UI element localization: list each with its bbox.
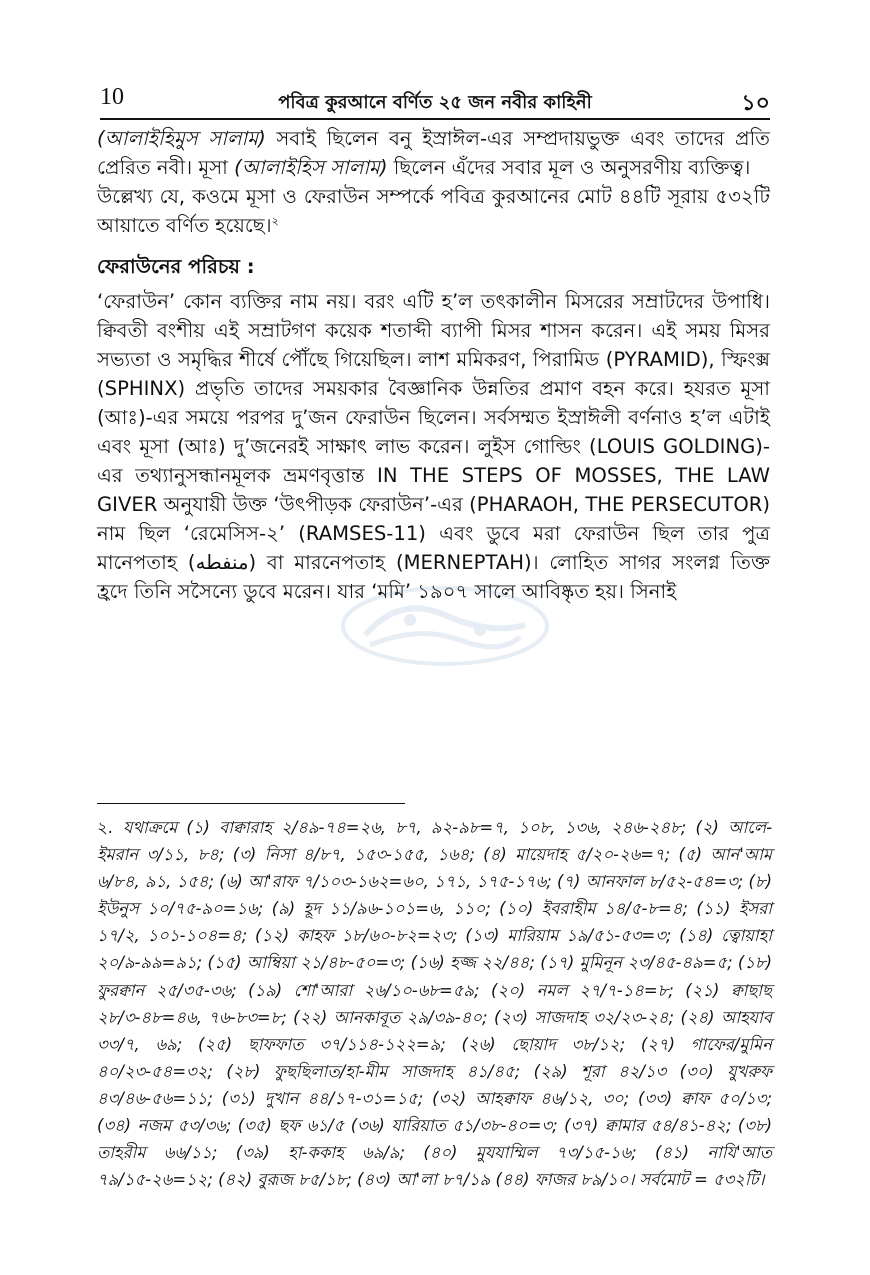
section-text-2: ) বা মারনেপতাহ (MERNEPTAH)। লোহিত সাগর সংলগ্ন তিক্ত হ্রদে তিনি সসৈন্যে ডুবে মরেন। যার ‘মমি’ ১৯০৭ সালে আবিষ্কৃত হয়। সিনাই bbox=[97, 551, 771, 603]
honorific-plural: (আলাইহিমুস সালাম) bbox=[97, 127, 266, 150]
note-paragraph bbox=[97, 182, 770, 240]
intro-text-1: সবাই ছিলেন বনু ইস্রাঈল-এর সম্প্রদায়ভুক্ত এবং তাদের প্রতি প্রেরিত নবী। মূসা bbox=[97, 127, 770, 179]
section-text-1: ‘ফেরাউন’ কোন ব্যক্তির নাম নয়। বরং এটি হ’ল তৎকালীন মিসরের সম্রাটদের উপাধি। ক্বিবতী বংশীয় এই সম্রাটগণ কয়েক শতাব্দী ব্যাপী মিসর শাসন করেন। এই সময় মিসর সভ্যতা ও সমৃদ্ধির শীর্ষে পৌঁছে গিয়েছিল। লাশ মমিকরণ, পিরামিড (PYRAMID), স্ফিংক্স (SPHINX) প্রভৃতি তাদের সময়কার বৈজ্ঞানিক উন্নতির প্রমাণ বহন করে। হযরত মূসা (আঃ)-এর সময়ে পরপর দু’জন ফেরাউন ছিলেন। সর্বসম্মত ইস্রাঈলী বর্ণনাও হ’ল এটাই এবং মূসা (আঃ) দু’জনেরই সাক্ষাৎ লাভ করেন। লুইস গোল্ডিং (LOUIS GOLDING)-এর তথ্যানুসন্ধানমূলক ভ্রমণবৃত্তান্ত IN THE STEPS OF MOSSES, THE LAW GIVER অনুযায়ী উক্ত ‘উৎপীড়ক ফেরাউন’-এর (PHARAOH, THE PERSECUTOR) নাম ছিল ‘রেমেসিস-২’ (RAMSES-11) এবং ডুবে মরা ফেরাউন ছিল তার পুত্র মানেপতাহ ( bbox=[97, 290, 770, 574]
honorific-singular: (আলাইহিস সালাম) bbox=[234, 156, 388, 179]
intro-paragraph bbox=[97, 124, 770, 182]
page-number-right: ১০ bbox=[741, 91, 770, 116]
intro-text-2: ছিলেন এঁদের সবার মূল ও অনুসরণীয় ব্যক্তিত্ব। bbox=[387, 156, 751, 179]
note-text: উল্লেখ্য যে, কওমে মূসা ও ফেরাউন সম্পর্কে পবিত্র কুরআনের মোট ৪৪টি সূরায় ৫৩২টি আয়াতে বর্ণিত হয়েছে। bbox=[97, 185, 770, 237]
page-number-left: 10 bbox=[100, 84, 124, 110]
footnote-marker: ২. bbox=[97, 818, 113, 837]
footnote-reference[interactable]: ২ bbox=[271, 214, 279, 228]
running-title: পবিত্র কুরআনে বর্ণিত ২৫ জন নবীর কাহিনী bbox=[278, 92, 592, 113]
running-header bbox=[100, 84, 770, 120]
section-paragraph bbox=[97, 287, 770, 606]
footnote-divider bbox=[97, 803, 405, 804]
footnote-text: যথাক্রমে (১) বাক্বারাহ ২/৪৯-৭৪=২৬, ৮৭, ৯২-৯৮=৭, ১০৮, ১৩৬, ২৪৬-২৪৮; (২) আলে-ইমরান ৩/১১, ৮৪; (৩) নিসা ৪/৮৭, ১৫৩-১৫৫, ১৬৪; (৪) মায়েদাহ ৫/২০-২৬=৭; (৫) আন'আম ৬/৮৪, ৯১, ১৫৪; (৬) আ'রাফ ৭/১০৩-১৬২=৬০, ১৭১, ১৭৫-১৭৬; (৭) আনফাল ৮/৫২-৫৪=৩; (৮) ইউনুস ১০/৭৫-৯০=১৬; (৯) হূদ ১১/৯৬-১০১=৬, ১১০; (১০) ইবরাহীম ১৪/৫-৮=৪; (১১) ইসরা ১৭/২, ১০১-১০৪=৪; (১২) কাহফ ১৮/৬০-৮২=২৩; (১৩) মারিয়াম ১৯/৫১-৫৩=৩; (১৪) ত্বোয়াহা ২০/৯-৯৯=৯১; (১৫) আম্বিয়া ২১/৪৮-৫০=৩; (১৬) হজ্জ ২২/৪৪; (১৭) মুমিনূন ২৩/৪৫-৪৯=৫; (১৮) ফুরক্বান ২৫/৩৫-৩৬; (১৯) শো'আরা ২৬/১০-৬৮=৫৯; (২০) নমল ২৭/৭-১৪=৮; (২১) ক্বাছাছ ২৮/৩-৪৮=৪৬, ৭৬-৮৩=৮; (২২) আনকাবূত ২৯/৩৯-৪০; (২৩) সাজদাহ ৩২/২৩-২৪; (২৪) আহযাব ৩৩/৭, ৬৯; (২৫) ছাফফাত ৩৭/১১৪-১২২=৯; (২৬) ছোয়াদ ৩৮/১২; (২৭) গাফের/মুমিন ৪০/২৩-৫৪=৩২; (২৮) ফুছছিলাত/হা-মীম সাজদাহ ৪১/৪৫; (২৯) শূরা ৪২/১৩ (৩০) যুখরুফ ৪৩/৪৬-৫৬=১১; (৩১) দুখান ৪৪/১৭-৩১=১৫; (৩২) আহক্বাফ ৪৬/১২, ৩০; (৩৩) ক্বাফ ৫০/১৩; (৩৪) নজম ৫৩/৩৬; (৩৫) ছফ ৬১/৫ (৩৬) যারিয়াত ৫১/৩৮-৪০=৩; (৩৭) ক্বামার ৫৪/৪১-৪২; (৩৮) তাহরীম ৬৬/১১; (৩৯) হা-ককাহ ৬৯/৯; (৪০) মুযযাম্মিল ৭৩/১৫-১৬; (৪১) নাযি'আত ৭৯/১৫-২৬=১২; (৪২) বুরূজ ৮৫/১৮; (৪৩) আ'লা ৮৭/১৯ (৪৪) ফাজর ৮৯/১০। সর্বমোট = ৫৩২টি। bbox=[97, 818, 772, 1190]
main-body bbox=[97, 124, 770, 606]
arabic-name: منفطه bbox=[195, 551, 249, 574]
footnote-block bbox=[97, 814, 772, 1193]
section-heading: ফেরাউনের পরিচয় : bbox=[97, 255, 255, 278]
